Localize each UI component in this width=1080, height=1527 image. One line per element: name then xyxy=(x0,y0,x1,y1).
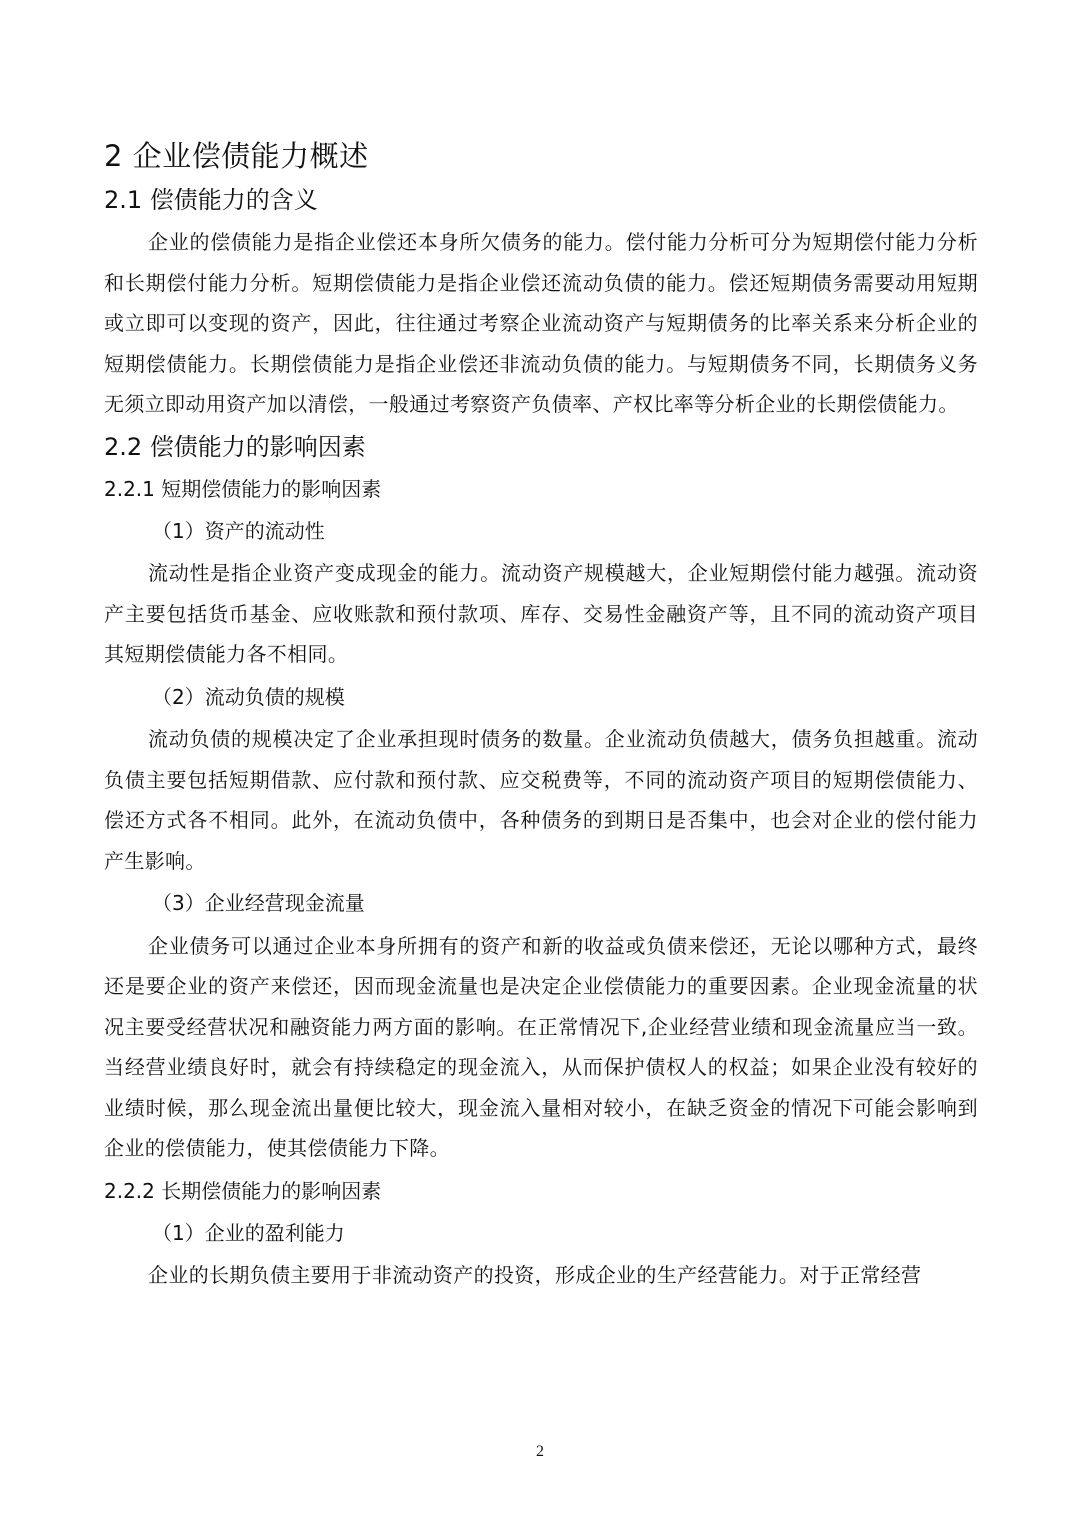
section-heading-2-2: 2.2 偿债能力的影响因素 xyxy=(104,432,366,461)
chapter-heading: 2 企业偿债能力概述 xyxy=(104,139,369,173)
subsection-heading-2-2-2: 2.2.2 长期偿债能力的影响因素 xyxy=(104,1178,382,1203)
list-item-cash-flow: （3）企业经营现金流量 xyxy=(152,891,365,915)
list-item-liquidity: （1）资产的流动性 xyxy=(152,518,325,543)
paragraph-cash-flow: 企业债务可以通过企业本身所拥有的资产和新的收益或负债来偿还，无论以哪种方式，最终还是要企业的资产来偿还，因而现金流量也是决定企业偿债能力的重要因素。企业现金流量的状况主要受经营状况和融资能力两方面的影响。在正常情况下,企业经营业绩和现金流量应当一致。当经营业绩良好时，就会有持续稳定的现金流入，从而保护债权人的权益；如果企业没有较好的业绩时候，那么现金流出量便比较大，现金流入量相对较小，在缺乏资金的情况下可能会影响到企业的偿债能力，使其偿债能力下降。 xyxy=(104,933,978,1160)
paragraph-liquidity: 流动性是指企业资产变成现金的能力。流动资产规模越大，企业短期偿付能力越强。流动资产主要包括货币基金、应收账款和预付款项、库存、交易性金融资产等，且不同的流动资产项目其短期偿债能力各不相同。 xyxy=(104,561,978,666)
paragraph-profitability: 企业的长期负债主要用于非流动资产的投资，形成企业的生产经营能力。对于正常经营 xyxy=(148,1263,922,1287)
paragraph-2-1: 企业的偿债能力是指企业偿还本身所欠债务的能力。偿付能力分析可分为短期偿付能力分析和长期偿付能力分析。短期偿债能力是指企业偿还流动负债的能力。偿还短期债务需要动用短期或立即可以变现的资产，因此，往往通过考察企业流动资产与短期债务的比率关系来分析企业的短期偿债能力。长期偿债能力是指企业偿还非流动负债的能力。与短期债务不同，长期债务义务无须立即动用资产加以清偿，一般通过考察资产负债率、产权比率等分析企业的长期偿债能力。 xyxy=(104,230,978,416)
page-number: 2 xyxy=(536,1443,544,1460)
document-page xyxy=(104,130,978,1296)
subsection-heading-2-2-1: 2.2.1 短期偿债能力的影响因素 xyxy=(104,476,382,501)
list-item-profitability: （1）企业的盈利能力 xyxy=(152,1220,345,1245)
paragraph-current-liabilities: 流动负债的规模决定了企业承担现时债务的数量。企业流动负债越大，债务负担越重。流动负债主要包括短期借款、应付款和预付款、应交税费等，不同的流动资产项目的短期偿债能力、偿还方式各不相同。此外，在流动负债中，各种债务的到期日是否集中，也会对企业的偿付能力产生影响。 xyxy=(104,727,978,873)
section-heading-2-1: 2.1 偿债能力的含义 xyxy=(104,186,318,214)
list-item-current-liabilities: （2）流动负债的规模 xyxy=(152,684,345,709)
